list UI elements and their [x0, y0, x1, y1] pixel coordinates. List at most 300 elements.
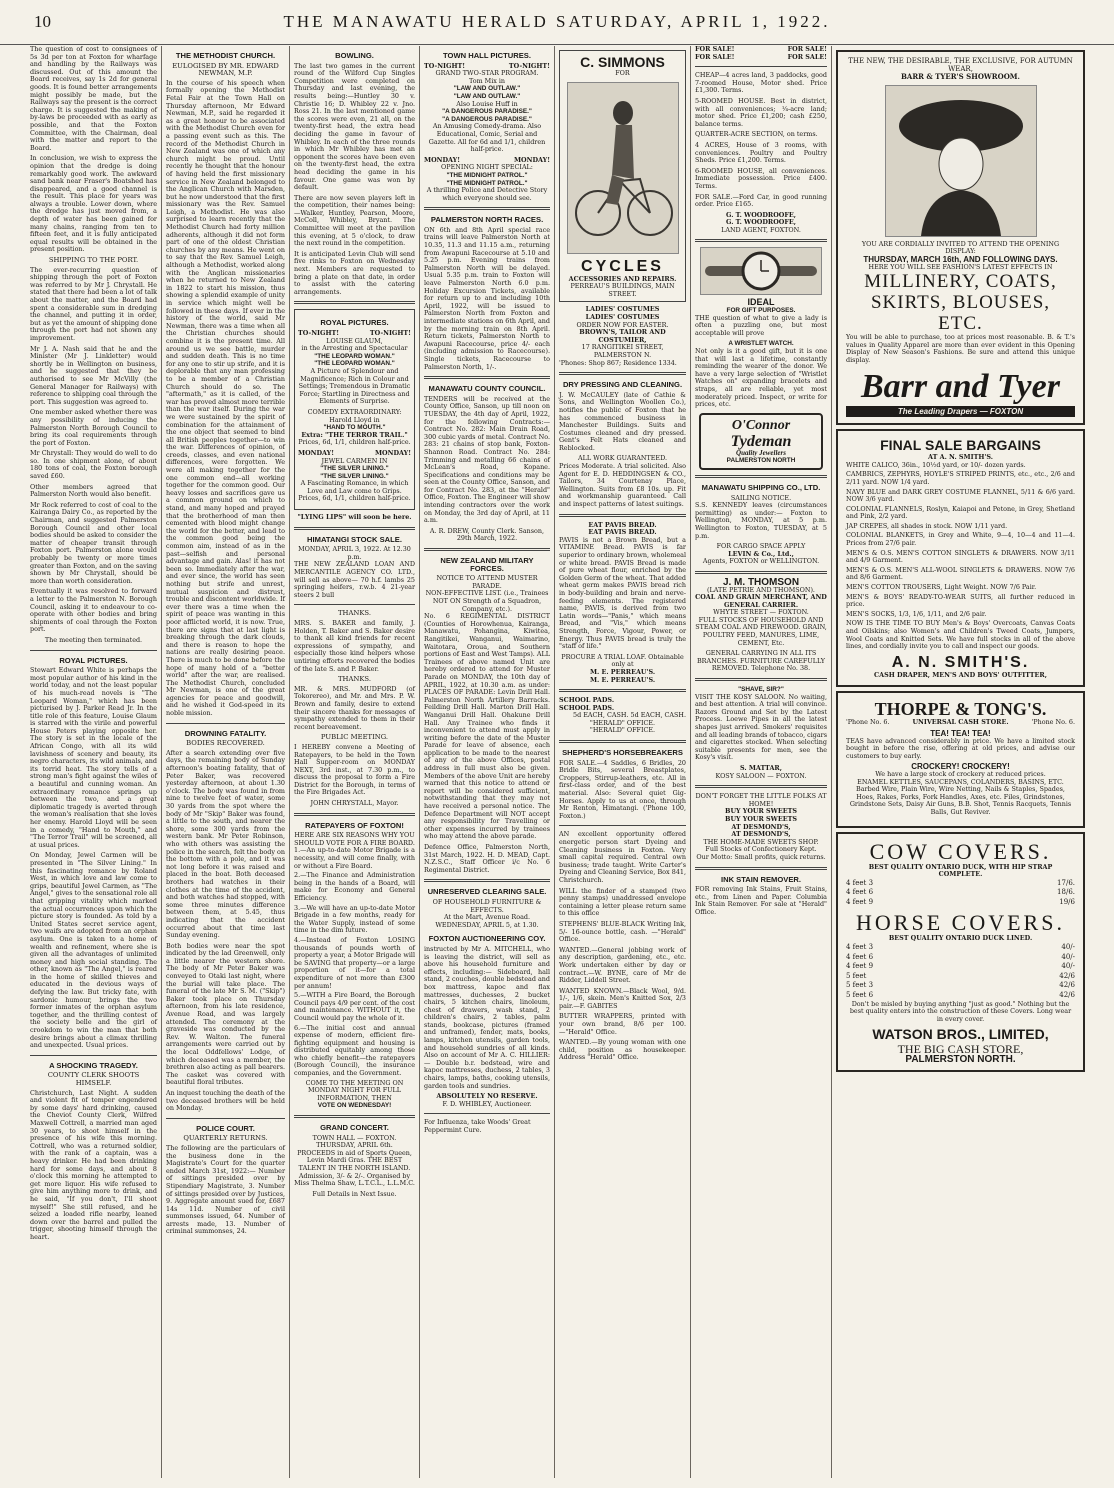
divider — [294, 813, 415, 816]
column-4 — [419, 46, 554, 1478]
table-cell: 4 feet 3 — [846, 943, 874, 952]
ad-text: FOR GIFT PURPOSES. — [726, 307, 796, 315]
divider — [695, 66, 827, 67]
divider — [695, 571, 827, 574]
column-5 — [554, 46, 690, 1478]
ad-row — [846, 719, 1075, 727]
divider — [559, 372, 686, 375]
logo-text: O'Connor — [731, 417, 791, 433]
subheading: EULOGISED BY MR. EDWARD NEWMAN, M.P. — [172, 61, 279, 78]
table-cell: 40/- — [1061, 952, 1075, 961]
divider — [695, 678, 827, 681]
ad-text: Not only is it a good gift, but it is one that will last a lifetime, constantly reminding the wearer of the donor. We have a very large selection of "Wristlet Watches on" expanding bracelets and straps, all are reliable, yet most moderately priced. Inspect, or write for prices, etc. — [695, 347, 827, 409]
ad-text: S. MATTAR, — [740, 763, 782, 772]
table-row — [846, 879, 1075, 889]
ad-barr-tyer — [836, 50, 1085, 425]
article-text: It is anticipated Levin Club will send five rinks to Foxton on Wednesday next. Members are requested to bring a plate on that date, in order to assist with the catering arrangements. — [294, 249, 415, 296]
ad-text: TO-NIGHT! — [424, 61, 466, 70]
ad-text: GRAND TWO-STAR PROGRAM. — [435, 69, 539, 78]
ad-text: instructed by Mr A. MITCHELL, who is leaving the district, will sell as above his household furniture and effects, including:— Sideboard, hall stand, 2 couches, double bedstead and box mattress, kapoc and flax mattresses, duchesses, 2 bucket chairs, 5 kitchen chairs, linoleum, chest of drawers, wash stand, 2 children's chairs, 2 tables, palm stands, bookcase, pictures (framed and unframed), fender, mats, books, lamps, kitchen utensils, garden tools, and household sundries of all kinds. Also on account of Mr A. C. HILLIER:— Double b.r. bedstead, wire and kapoc mattresses, duchess, 2 tables, 3 chairs, lamps, baths, cooking utensils, garden tools and sundries. — [424, 944, 550, 1090]
ad-text: 5-ROOMED HOUSE. Best in district, with all conveniences; ¼-acre land; motor shed. Price £1,200; cash £250, balance terms. — [695, 96, 827, 128]
subheading: PUBLIC MEETING. — [320, 733, 389, 742]
ad-text: Tom Mix in — [468, 76, 506, 85]
ad-title: A. N. SMITH'S. — [891, 653, 1030, 671]
table-cell: 5 feet — [846, 971, 867, 980]
ad-text: CHEAP—4 acres land, 3 paddocks, good 7-roomed House, Motor shed. Price £1,300. Terms. — [695, 71, 827, 95]
divider — [294, 604, 415, 605]
ad-text: MONDAY, APRIL 3, 1922. At 12.30 p.m. — [298, 545, 411, 561]
article-text: The meeting then terminated. — [44, 635, 143, 644]
article-text: Stewart Edward White is perhaps the most popular author of his kind in the world today, and not the least popular of his much-read novels is "The Leopard Woman," which has been picturised by J. Parker Read Jr. In the title role of this feature, Louise Glaum is starred with the virile and powerful House Peters playing opposite her. The story is set in the locale of the African Congo, with all its wild lavishness of scenery and beauty, its negro characters, its wild animals, and its torrid heat. The story tells of a strong man's fight against the wiles of a beautiful and cunning woman. An extraordinary romance springs up between the two, and a great diplomatic tragedy is averted through the woman's realisation that she loves her enemy. Harold Lloyd will be seen in a comedy, "Hand to Mouth," and "The Terror Trail" will be screened, all at usual prices. — [30, 666, 157, 849]
divider — [695, 785, 827, 788]
table-row — [846, 898, 1075, 908]
article-text: Mr J. A. Nash said that he and the Minister (Mr J. Linkletter) would shortly be in Wellington on business, and he suggested that they be authorised to see Mr McVilly (the General Manager for Railways) with reference to shipping coal through the port. This suggestion was agreed to. — [30, 344, 157, 406]
ad-text: A Fascinating Romance, in which Love and Law come to Grips. Prices, 6d, 1/1, children half-price. — [298, 479, 411, 503]
subheading: SHIPPING TO THE PORT. — [48, 256, 139, 265]
ad-text: MR. & MRS. MUDFORD (of Tokorereo), and Mr. and Mrs. P. W. Brown and family, desire to extend their sincere thanks for messages of sympathy extended to them in their recent bereavement. — [294, 684, 415, 731]
ad-text: THE question of what to give a lady is often a puzzling one, but most acceptable will prove — [695, 313, 827, 337]
ad-text: Extra: "THE TERROR TRAIL." — [301, 430, 408, 439]
ad-text: CASH DRAPER, MEN'S AND BOYS' OUTFITTER, — [874, 670, 1047, 679]
subheading: BODIES RECOVERED. — [186, 739, 265, 748]
list-item: 2.—The Finance and Administration being in the hands of a Board, will make for Economy and General Efficiency. — [294, 871, 415, 902]
masthead — [0, 0, 1114, 45]
ad-royal-pictures — [294, 309, 415, 510]
list-item: 4.—Instead of Foxton LOSING thousands of pounds worth of property a year, a Motor Brigade will be SAVING that property—or a large proportion of it—for a total expenditure of not more than £300 per annum! — [294, 935, 415, 990]
headline: MANAWATU COUNTY COUNCIL. — [428, 384, 546, 394]
ad-text: HERE YOU WILL SEE FASHION'S LATEST EFFECTS IN — [868, 262, 1053, 271]
headline: THE METHODIST CHURCH. — [175, 51, 276, 60]
cyclist-illustration — [567, 82, 679, 254]
ad-text: "LYING LIPS" will soon be here. — [297, 513, 412, 522]
ad-text: ON 6th and 8th April special race trains will leave Palmerston North at 10.35, 11.3 and 11.15 a.m., returning from Awapuni Racecourse at 5.10 and 5.25 p.m. Evening trains from Palmerston North will be delayed. Usual 5.35 p.m. train to Foxton will leave Palmerston North 6.0 p.m. Holiday Excursion Tickets, available for return up to and including 10th April, 1922, will be issued to Palmerston North from Foxton and intermediate stations on 6th April, and by the morning train on 8th April. Return tickets, Palmerston North to Awapuni Racecourse, price 4/- each (including admission to Racecourse). Single tickets, Racecourse to Palmerston North, 1/-. — [424, 225, 550, 371]
table-cell: 18/6. — [1057, 888, 1075, 897]
ad-text: OF HOUSEHOLD FURNITURE & EFFECTS. — [432, 897, 542, 914]
ad-text: "HERALD" OFFICE. — [589, 718, 656, 727]
ad-text: Agents, FOXTON or WELLINGTON. — [702, 557, 820, 566]
table-row — [846, 953, 1075, 963]
ad-text: No. 6 REGIMENTAL DISTRICT (Counties of Horowhenua, Kairanga, Manawatu, Pohangina, Kiwitea, Rangitikei, Wanganui, Waimarino, Waitotara, Oroua, and Southern portions of East and West Tamps). ALL Trainees of above named Unit are hereby ordered to attend for Muster Parade on MONDAY, the 10th day of APRIL, 1922, at 10.30 a.m. as under: PLACES OF PARADE: Levin Drill Hall. Palmerston North Artillery Barracks. Feilding Drill Hall. Marton Drill Hall. Wanganui Drill Hall. Ohakune Drill Hall. Any Trainee who finds it inconvenient to attend must apply in writing before the date of the Muster Parade for leave of absence, each application to be made to the nearest of any of the above Offices, postal address in full must also be given. Members of the above Unit are hereby warned that this notice to attend or report will be considered sufficient, notwithstanding that they may not have received a personal notice. The Defence Department will NOT accept any responsibility for Travelling or other expenses incurred by trainees who may attend the above parade. — [424, 612, 550, 841]
ad-text: F. D. WHIBLEY, Auctioneer. — [442, 1099, 532, 1108]
ad-text: M. E. PERREAU'S. — [589, 667, 656, 676]
article-text: One member asked whether there was any possibility of inducing the Palmerston North Borough Council to bring its coal requirements through the port of Foxton. — [30, 408, 157, 447]
ad-text: FOR CARGO SPACE APPLY — [716, 542, 806, 551]
ad-text: THE NEW, THE DESIRABLE, THE EXCLUSIVE, FOR AUTUMN WEAR, — [848, 57, 1073, 73]
headline: FOXTON AUCTIONEERING COY. — [428, 934, 546, 944]
table-cell: 19/6 — [1059, 897, 1075, 906]
divider — [30, 650, 157, 651]
divider — [424, 548, 550, 551]
ad-text: 17 RANGITIKEI STREET, PALMERSTON N. — [581, 343, 664, 359]
ad-text: A thrilling Police and Detective Story which everyone should see. — [426, 186, 548, 202]
ad-text: FOR SALE! — [695, 52, 735, 61]
logo-text: PALMERSTON NORTH — [726, 457, 796, 465]
headline: GRAND CONCERT. — [320, 1123, 389, 1133]
ad-text: COME TO THE MEETING ON MONDAY NIGHT FOR FULL INFORMATION, THEN — [305, 1078, 404, 1102]
ad-text: TO-NIGHT! — [369, 329, 411, 337]
divider — [559, 825, 686, 826]
table-row — [846, 962, 1075, 972]
logo-text: Tydeman — [730, 432, 792, 450]
ad-text: YOU ARE CORDIALLY INVITED TO ATTEND THE OPENING DISPLAY: — [861, 239, 1060, 256]
ad-simmons — [559, 50, 686, 302]
ad-text: "THE LEOPARD WOMAN." — [314, 360, 395, 368]
ad-text: JEWEL CARMEN IN — [321, 456, 388, 465]
barr-tyer-logo: Barr and Tyer — [861, 367, 1060, 405]
ad-text: THE HOME-MADE SWEETS SHOP. — [703, 837, 819, 846]
list-item: NAVY BLUE and DARK GREY COSTUME FLANNEL, 5/11 & 6/6 yard. NOW 3/6 yard. — [846, 487, 1075, 504]
ad-tagline: The Leading Drapers — FOXTON — [846, 406, 1075, 418]
ad-text: MONDAY! — [424, 155, 461, 164]
ad-final-sale — [836, 429, 1085, 687]
ad-text: UNIVERSAL CASH STORE. — [912, 718, 1009, 727]
ad-text: Our Motto: Small profits, quick returns. — [696, 852, 826, 861]
headline: HIMATANGI STOCK SALE. — [307, 534, 402, 544]
ad-text: ALL WORK GUARANTEED. — [577, 454, 667, 463]
ad-text: BARR & TYER'S SHOWROOM. — [901, 72, 1020, 82]
divider — [166, 723, 285, 724]
ad-text: TENDERS will be received at the County Office, Sanson, up till noon on TUESDAY, the 4th day of April, 1922, for the following Contracts:— Contract No. 282: Main Drain Road, 300 cubic yards of metal. Contract No. 283: 21 chains of stop bank, Foxton-Shannon Road. Contract No. 284: Trimming and metalling 66 chains of McLean's Road, Kopane. Specifications and conditions may be seen at the County Office, Sanson, and for Contract No. 283, at the "Herald" Office, Foxton. The Engineer will show intending contractors over the work on Monday, the 3rd day of April, at 11 a.m. — [424, 394, 550, 525]
ad-text: MONDAY! — [298, 448, 335, 457]
article-text: The last two games in the current round of the Wilford Cup Singles Competition were completed on Thursday and last evening, the results being:—Huntley 30 v. Christie 16; D. Whibley 22 v. Jno. Ross 21. In the last mentioned game the scores were even, 21 all, on the twenty-first head, the extra head deciding the game in favour of Whibley. In each of the three rounds in which Mr Whibley has met an opponent the scores have been even on the twenty-first head, the extra head deciding the game in his favour. One game was won by default. — [294, 61, 415, 192]
table-row — [846, 981, 1075, 991]
ad-text: PROCURE A TRIAL LOAF. Obtainable only at — [561, 652, 684, 669]
ad-text: A WRISTLET WATCH. — [728, 340, 794, 348]
ad-text: NON-EFFECTIVE LIST. (i.e., Trainees NOT ON Strength of a Squadron, Company, etc.). — [425, 589, 549, 613]
ad-text: WANTED KNOWN.—Black Wool, 9/d. 1/-, 1/6, skein. Men's Knitted Sox, 2/3 pair.—F. GABITES — [559, 986, 686, 1010]
list-item: 6.—The initial cost and annual expense of modern, efficient fire-fighting equipment and housing is distributed equitably among those who chiefly benefit—the ratepayers (Borough Council), the insurance companies, and the Government. — [294, 1023, 415, 1078]
sale-list — [846, 462, 1075, 651]
ad-text: FOR — [615, 69, 630, 77]
ad-text: G. T. WOODROOFE, — [726, 218, 796, 227]
ad-text: WANTED.—By young woman with one child, position as housekeeper. Address "Herald" Office. — [559, 1038, 686, 1062]
headline: UNRESERVED CLEARING SALE. — [427, 887, 547, 897]
ad-text: VISIT THE KOSY SALOON. No waiting, and best attention. A trial will convince. Razors Ground and Set by the Latest Process. Loewe Pipes in all the latest shapes just arrived. Smokers' requisites and all leading brands of tobacco, cigars and cigarettes stocked. When selecting suitable presents for men, see the Kosy's visit. — [695, 692, 827, 762]
ad-title: FINAL SALE BARGAINS — [880, 437, 1041, 454]
headline: A SHOCKING TRAGEDY. — [49, 1060, 138, 1070]
table-cell: 4 feet 6 — [846, 888, 874, 897]
table-cell: 17/6. — [1057, 878, 1075, 887]
ad-text: Prices, 6d, 1/1, children half-price. — [298, 438, 411, 447]
ad-text: Full Details in Next Issue. — [312, 1189, 397, 1198]
table-cell: 42/6 — [1059, 981, 1075, 990]
headline: MANAWATU SHIPPING CO., LTD. — [701, 482, 821, 492]
ad-title: "SHAVE, SIR?" — [738, 686, 784, 694]
list-item: JAP CREPES, all shades in stock. NOW 1/11 yard. — [846, 521, 1008, 530]
lady-hat-illustration — [885, 85, 1037, 237]
ad-text: GENERAL CARRYING IN ALL ITS BRANCHES. FURNITURE CAREFULLY REMOVED. Telephone No. 38. — [696, 649, 826, 673]
divider — [166, 1118, 285, 1119]
ad-text: G. T. WOODROOFE, — [726, 210, 796, 219]
ad-text: MRS. S. BAKER and family, J. Holden, T. Baker and S. Baker desire to thank all kind friends for recent expressions of sympathy, and especially those kind helpers whose untiring efforts recovered the bodies of the late S. and P. Baker. — [294, 619, 415, 673]
table-cell: 4 feet 3 — [846, 878, 874, 887]
headline: ROYAL PICTURES. — [59, 655, 128, 665]
ad-text: CROCKERY! CROCKERY! — [911, 762, 1010, 772]
ad-text: TO-NIGHT! — [298, 329, 340, 337]
column-6 — [690, 46, 831, 1478]
headline: DRY PRESSING AND CLEANING. — [562, 380, 683, 390]
ad-title: CYCLES — [581, 257, 664, 275]
article-text: In conclusion, we wish to express the opinion that the dredge is doing remarkably good work. The awkward sand bank near Fraser's Boatshed has disappeared, and a good channel is the result. This place for years was always a trouble. Lower down, where the dredge has just moved from, a depth of water has been gained for many chains, ranging from ten to fifteen feet, and it is fully anticipated equal results will be obtained in the present position. — [30, 154, 157, 254]
wristlet-watch-illustration — [700, 247, 822, 295]
divider — [559, 689, 686, 692]
table-cell: 40/- — [1061, 943, 1075, 952]
ad-text: J. W. McCAULEY (late of Cathie & Sons, and Wellington Woollen Co.), notifies the public of Foxton that he has commenced business in Manchester Buildings. Suits and Costumes cleaned and dry pressed. Gent's Felt Hats cleaned and Reblocked. — [559, 390, 686, 452]
ad-text: VOTE ON WEDNESDAY! — [317, 1102, 392, 1110]
table-cell: 4 feet 6 — [846, 952, 874, 961]
ad-text: PROCEEDS in aid of Sports Queen, Levin Mardi Gras. THE BEST TALENT IN THE NORTH ISLAND. Admission, 3/- & 2/-. Organised by Miss Thelma Shaw, L.T.C.L., L.L.M.C. — [294, 1148, 415, 1188]
column-3 — [289, 46, 419, 1478]
list-item: MEN'S & BOYS' READY-TO-WEAR SUITS, all further reduced in price. — [846, 592, 1075, 609]
ad-title: MILLINERY, COATS, — [864, 271, 1057, 293]
ad-text: I HEREBY convene a Meeting of Ratepayers, to be held in the Town Hall Supper-room on MONDAY NEXT, 3rd inst., at 7.30 p.m., to discuss the proposal to form a Fire District for the Borough, in terms of the Fire Brigades Act. — [294, 742, 415, 797]
ad-title: SKIRTS, BLOUSES, ETC. — [870, 292, 1051, 335]
ad-text: SAILING NOTICE. — [730, 493, 792, 502]
table-cell: 42/6 — [1059, 991, 1075, 1000]
article-text: An inquest touching the death of the two deceased brothers will be held on Monday. — [166, 1088, 285, 1113]
column-7 — [831, 46, 1089, 1478]
ad-text: "THE SILVER LINING." — [320, 465, 389, 473]
divider — [424, 879, 550, 882]
list-item: MEN'S & O.S. MEN'S COTTON SINGLETS & DRAWERS. NOW 3/11 and 4/9 Garment. — [846, 548, 1075, 565]
article-text: Mr Chrystall: They would do well to do so. In one shipment alone, of about 180 tons of coal, the Foxton borough saved £60. — [30, 449, 157, 481]
ad-title: THORPE & TONG'S. — [874, 699, 1047, 720]
ad-text: PAVIS is not a Brown Bread, but a VITAMINE Bread. PAVIS is far superior to ordinary brown, wholemeal or white bread. PAVIS Bread is made of pure wheat flour, enriched by the Golden Germ of the wheat. That added wheat germ makes PAVIS bread rich in body-building and brain and nerve-feeding elements. The registered name, PAVIS, is derived from two Latin words—"Panis," which means Bread, and "Vis," which means Strength, Force, Vigour, Power, or Energy. Thus PAVIS bread is truly the "staff of life." — [559, 535, 687, 651]
ad-text: MONDAY! — [513, 155, 550, 164]
ad-text: 6-ROOMED HOUSE, all conveniences. Immediate possession. Price £400. Terms. — [695, 166, 827, 190]
ad-text: You will be able to purchase, too at prices most reasonable. B. & T.'s values in Quality Apparel are more than ever evident in this Opening Display of New Season's Fashions. Be sure and attend this unique display. — [846, 333, 1075, 364]
ad-text: COMEDY EXTRAORDINARY: Harold Lloyd in — [307, 407, 402, 424]
ad-text: QUARTER-ACRE SECTION, on terms. — [695, 130, 818, 139]
ad-text: BUY YOUR SWEETS — [725, 814, 797, 823]
headline: TOWN HALL PICTURES. — [443, 51, 531, 60]
ad-text: THE BIG CASH STORE, — [897, 1042, 1024, 1057]
oconnor-tydeman-logo — [699, 413, 823, 470]
ad-text: ABSOLUTELY NO RESERVE. — [436, 1092, 538, 1101]
ad-text: FOR SALE! — [787, 46, 827, 53]
ad-text: KOSY SALOON — FOXTON. — [715, 771, 807, 780]
divider — [424, 1113, 550, 1114]
masthead-title: THE MANAWATU HERALD SATURDAY, APRIL 1, 1922. — [283, 12, 831, 31]
ad-text: ACCESSORIES AND REPAIRS. — [568, 274, 677, 283]
ad-text: ORDER NOW FOR EASTER. — [576, 320, 669, 329]
article-text: On Monday, Jewel Carmen will be presented in "The Silver Lining." In this fascinating romance by Roland West, in which love and law come to grips, beautiful Jewel Carmen, as "The Angel," gives to the sensational role all that gripping vitality which marked the actual occurrences upon which the picture story is founded. As told by a United States secret service agent, two waifs are adopted from an orphan asylum. One is taken to a home of wealth and refinement, where she is given all the advantages of unlimited money and high social standing. The other, known as "The Angel," is reared in the home of skilled thieves and educated in the devious ways of defying the law. But tricky fate, with sardonic humour, brings the two former inmates of the orphan asylum together, and the thrilling contest of the society belle and the girl of crookdom to win the man that both desire brings about a climax thrilling and unexpected. Usual prices. — [30, 851, 157, 1050]
ad-text: WANTED.—General jobbing work of any description, gardening, etc., etc. Work undertaken either by day or contract.—W. BYNE, care of Mr de Ridder, Liddell Street. — [559, 945, 686, 985]
divider — [559, 740, 686, 743]
table-row — [846, 972, 1075, 982]
ad-text: TOWN HALL — FOXTON. THURSDAY, APRIL 6th. — [312, 1133, 397, 1150]
headline: BOWLING. — [335, 51, 374, 60]
ad-text: BUTTER WRAPPERS, printed with your own brand, 8/6 per 100. —"Herald" Office. — [559, 1012, 686, 1036]
ad-text: FOR removing Ink Stains, Fruit Stains, etc., from Linen and Paper. Columbia Ink Stain Remover. For sale at "Herald" Office. — [695, 885, 827, 916]
ad-title: WATSON BROS., LIMITED, — [872, 1026, 1049, 1043]
ad-text: "THE MIDNIGHT PATROL." — [446, 171, 528, 179]
article-text: Christchurch, Last Night. A sudden and violent fit of temper engendered by some days' hard drinking, caused the Cheviot County Clerk, Wilfred Maxwell Cottrell, a married man aged 30 years, to shoot himself in the presence of his wife this morning. Cottrell, who was a returned soldier, with the rank of a captain, was a heavy drinker. He had been drinking hard for some days, and about 8 o'clock this morning he attempted to get more liquor. His wife refused to give him anything more to drink, and he said, "If you don't, I'll shoot myself!" She still refused, and he seized a loaded rifle nearby, leaned down over the barrel and pulled the trigger, shooting himself through the heart. — [30, 1088, 157, 1241]
ad-text: "A DANGEROUS PARADISE." — [442, 108, 532, 116]
divider — [294, 301, 415, 304]
ad-text: For Influenza, take Woods' Great Peppermint Cure. — [424, 1118, 531, 1134]
ad-title: ROYAL PICTURES. — [320, 318, 389, 328]
ad-text: S.S. KENNEDY leaves (circumstances permitting) as under:— Foxton to Wellington, MONDAY, at 5 p.m. Wellington to Foxton, TUESDAY, at 5 p.m. — [695, 501, 827, 540]
ad-text: 5d EACH, CASH. 5d EACH, CASH. — [573, 711, 686, 720]
ad-text: Barbed Wire, Plain Wire, Wire Netting, Nails & Staples, Spades, Hoes, Rakes, Forks, Fork Handles, Axes, etc. Files, Grindstones, Grindstone Sets, Daisy Air Guns, B.B. Shot, Tennis Racquets, Tennis Balls, Gut Reviver. — [849, 785, 1072, 816]
ad-text: A Picture of Splendour and Magnificence; Rich in Colour and Settings; Tremendous in Dramatic Force; Startling in Directness and Elements of Surprise. — [298, 366, 411, 406]
ad-text: SCHOOL PADS. — [559, 703, 615, 712]
column-1 — [26, 46, 161, 1478]
ad-text: "HERALD" OFFICE. — [589, 726, 656, 735]
ad-watson-bros — [836, 832, 1085, 1073]
ad-text: Defence Office, Palmerston North, 31st March, 1922. H. D. MEAD, Capt. N.Z.S.C., Staff Officer i/c No. 6 Regimental District. — [424, 843, 550, 874]
ad-text: THURSDAY, MARCH 16th, AND FOLLOWING DAYS. — [863, 254, 1058, 264]
headline: SHEPHERD'S HORSEBREAKERS — [562, 748, 683, 758]
ad-text: 'Phone No. 6. — [1031, 718, 1075, 727]
ad-text: COAL AND GRAIN MERCHANT, AND GENERAL CARRIER. — [695, 593, 827, 609]
article-text: The following are the particulars of the business done in the Magistrate's Court for the quarter ended March 31st, 1922:— Number of sittings presided over by Stipendiary Magistrate, 3. Number of sittings presided over by Justices, 9. Aggregate amount sued for, £687 14s 11d. Number of civil summonses issued, 64. Number of arrests made, 13. Number of criminal summonses, 24. — [166, 1143, 285, 1236]
ad-text: "THE LEOPARD WOMAN." — [314, 352, 395, 360]
list-item: WHITE CALICO, 36in., 10½d yard, or 10/- dozen yards. — [846, 460, 1026, 469]
headline: RATEPAYERS OF FOXTON! — [305, 820, 404, 830]
list-item: MEN'S COTTON TROUSERS, Light Weight. NOW 7/6 Pair. — [846, 583, 1037, 592]
ad-title: COW COVERS. — [869, 838, 1052, 864]
list-item: 3.—We will have an up-to-date Motor Brigade in a few months, ready for the Water Supply, instead of some time in the dim future. — [294, 903, 415, 935]
subheading: QUARTERLY RETURNS. — [183, 1134, 268, 1143]
ad-text: ENAMEL KETTLES, SAUCEPANS, COLANDERS, BASINS, ETC. — [857, 777, 1064, 786]
subheading: THANKS. — [338, 609, 371, 618]
ad-text: EAT PAVIS BREAD. — [588, 520, 657, 529]
ad-text: AT DESMOND'S, — [731, 822, 791, 831]
ad-text: LADIES' COSTUMES — [585, 312, 660, 321]
table-cell: 42/6 — [1059, 971, 1075, 980]
ad-text: WHYTE STREET — FOXTON. — [713, 608, 809, 617]
list-item: MEN'S & O.S. MEN'S ALL-WOOL SINGLETS & DRAWERS. NOW 7/6 and 8/6 Garment. — [846, 565, 1075, 582]
article-text: Other members agreed that Palmerston North would also benefit. — [30, 482, 157, 499]
article-text: Eventually it was resolved to forward a letter to the Palmerston N. Borough Council, asking it to endeavour to co-operate with other bodies and bring shipments of coal through the Foxton port. — [30, 587, 157, 634]
table-cell: 4 feet 9 — [846, 962, 874, 971]
ad-text: LOUISE GLAUM, — [326, 336, 383, 345]
ad-title: J. M. THOMSON — [722, 576, 800, 588]
ad-text: BUY YOUR SWEETS — [725, 807, 797, 816]
ad-text: Full Stocks of Confectionery Kept. — [705, 845, 817, 854]
ad-title: C. SIMMONS — [580, 54, 665, 70]
headline: DROWNING FATALITY. — [184, 728, 267, 738]
ad-text: TEAS have advanced considerably in price. We have a limited stock bought in before the rise, offering at old prices, and advise our customers to buy early. — [846, 736, 1075, 760]
table-row — [846, 888, 1075, 898]
ad-text: HERE ARE SIX REASONS WHY YOU SHOULD VOTE FOR A FIRE BOARD. — [294, 831, 415, 847]
ad-text: Don't be misled by buying anything "just as good." Nothing but the best quality enters into the construction of these Covers. Long wear in every cover. — [849, 999, 1072, 1023]
ad-thorpe-tong — [836, 691, 1085, 827]
ad-text: AN excellent opportunity offered energetic person start Dyeing and Cleaning business in Foxton. Very small capital required. Central own business; trade taught. Write Carter's Dyeing and Cleaning Service, Box 841, Christchurch. — [559, 830, 686, 884]
ad-text: TO-NIGHT! — [508, 61, 550, 70]
headline: PALMERSTON NORTH RACES. — [430, 215, 544, 225]
ad-text: EAT PAVIS BREAD. — [588, 528, 657, 537]
cow-covers-table — [846, 879, 1075, 908]
horse-covers-table — [846, 943, 1075, 1001]
article-text: The ever-recurring question of shipping through the port of Foxton was referred to by Mr J. Chrystall. He stated that there had been a lot of talk about the matter, and the Board had spent a considerable sum in dredging the channel, and putting it in order, but as yet the amount of shipping done through the port had not shown any improvement. — [30, 265, 157, 342]
table-cell: 5 feet 3 — [846, 981, 874, 990]
ad-text: BEST QUALITY ONTARIO DUCK LINED. — [888, 934, 1033, 943]
article-text: The question of cost to consignees of 5s 3d per ton at Foxton for wharfage and handling by the Railways was discussed. Out of this amount the Board receives, say 1s 2d for general goods. It is found better arrangements might possibly be made, but the Railways say the present is the correct charge. It is suggested the making of by-laws be proceeded with as early as possible, and that the Foxton Committee, with the Chairman, deal with the matter and report to the Board. — [30, 46, 157, 152]
ad-text: "LAW AND OUTLAW." — [453, 92, 521, 100]
headline: INK STAIN REMOVER. — [720, 874, 802, 884]
article-text: After a search extending over five days, the remaining body of Sunday afternoon's boating fatality, that of Peter Baker, was recovered yesterday afternoon, at about 1.30 o'clock. The body was found in from nine to twelve feet of water, some 30 yards from the spot where the body of Mr "Skip" Baker was found, a little to the south, and nearer the shore, some 300 yards from the western bank. Mr Peter Robinson, who with others was assisting the police in the search, felt the body on the bottom with a pole, and it was not long before it was raised and placed in the boat. Both deceased brothers had watches in their clothes at the time of the accident, and both watches had stopped, with some three minutes difference between them, at 5.45, thus indicating that the accident occurred about that time last Sunday evening. — [166, 748, 285, 940]
ad-text: PERREAU'S BUILDINGS, MAIN STREET. — [570, 282, 675, 298]
ad-text: FOR SALE! — [787, 52, 827, 61]
ad-text: SCHOOL PADS. — [559, 696, 615, 705]
article-text: Mr Rock referred to cost of coal to the Kairanga Dairy Co., as reported by the Chairman, and suggested Palmerston Borough Council and other local bodies should be asked to consider the matter of cheaper transit through Foxton port. Palmerston alone would probably be twenty or more times greater than Foxton, and on the saving shown by Mr Chrystall, should be more than worth consideration. — [30, 500, 157, 585]
divider — [424, 376, 550, 379]
ad-text: AT DESMOND'S, — [731, 830, 791, 839]
divider — [695, 867, 827, 870]
table-cell: 40/- — [1061, 962, 1075, 971]
headline: POLICE COURT. — [196, 1123, 255, 1133]
ad-text: LADIES' COSTUMES — [585, 305, 660, 314]
table-cell: 4 feet 9 — [846, 897, 874, 906]
ad-text: M. E. PERREAU'S. — [589, 675, 656, 684]
divider — [294, 1115, 415, 1118]
list-item: NOW IS THE TIME TO BUY Men's & Boys' Overcoats, Canvas Coats and Oilskins; also Women's and Children's Tweed Coats, Jumpers, Wool Coats and Knitted Sets. We have full stocks in all of the above lines, and cordially invite you to call and inspect our goods. — [846, 619, 1075, 651]
subheading: THANKS. — [338, 675, 371, 684]
headline: NEW ZEALAND MILITARY FORCES. — [440, 556, 534, 573]
ad-text: (LATE PETRIE AND THOMSON). — [707, 585, 815, 594]
ad-text: At the Mart, Avenue Road. WEDNESDAY, APRIL 5, at 1.30. — [435, 913, 539, 929]
ad-text: "THE SILVER LINING." — [320, 472, 389, 480]
ad-text: TEA! TEA! TEA! — [930, 728, 991, 738]
page-number: 10 — [34, 12, 51, 31]
ad-text: 'Phones: Shop 867; Residence 1334. — [559, 358, 677, 367]
ad-row — [695, 54, 827, 62]
divider — [695, 475, 827, 478]
ad-text: "A DANGEROUS PARADISE." — [442, 115, 532, 123]
divider — [424, 207, 550, 210]
list-item: 1.—An up-to-date Motor Brigade is a necessity, and will come finally, with or without a Fire Board. — [294, 846, 415, 870]
ad-text: An Amusing Comedy-drama. Also Educational, Comic, Serial and Gazette. All for 6d and 1/1, children half-price. — [428, 122, 546, 154]
ad-text: WILL the finder of a stamped (two penny stamps) unaddressed envelope containing a letter please return same to this office — [559, 886, 686, 918]
ad-text: 4 ACRES, House of 3 rooms, with conveniences. Poultry and Poultry Sheds. Price £1,200. Terms. — [695, 140, 827, 165]
divider — [695, 239, 827, 242]
ad-text: BROWN'S, TAILOR AND COSTUMIER, — [579, 328, 666, 344]
ad-text: FOR SALE! — [695, 46, 735, 53]
logo-text: Quality Jewellers — [736, 448, 786, 457]
ad-text: LAND AGENT, FOXTON. — [721, 225, 801, 234]
ad-text: THE NEW ZEALAND LOAN AND MERCANTILE AGENCY CO. LTD., will sell as above— 70 h.f. lambs 25 springing heifers, r.w.b. 4 21-year steers 2 bull — [294, 560, 415, 599]
ad-text: MONDAY! — [374, 448, 411, 457]
table-row — [846, 943, 1075, 953]
subheading: COUNTY CLERK SHOOTS HIMSELF. — [47, 1071, 140, 1087]
article-text: In the course of his speech when formally opening the Methodist Fetal Fair at the Town Hall on Thursday afternoon, Mr Edward Newman, M.P., said he regarded it as a great honour to be associated with the Methodist Church even for a passing event such as this. The record of the Methodist Church in New Zealand was one of which any church might be proud. Until recently he thought that the honour of having held the first missionary service in New Zealand belonged to the Anglican Church with Marsden, but he now understood that the first missionary was the Rev. Samuel Leigh, a Methodist. He was also surprised to learn recently that the Methodist Church had forty million adherents, although it did not form part of one of the oldest Christian churches by any means. He went on to say that the Rev. Samuel Leigh, although a Methodist, worked along with the Anglican missionaries when he returned to New Zealand in 1822 to start his mission, thus showing a splendid example of unity in service which might well be followed in these days. If ever in the history of the world, said Mr Newman, there was a time when all the Christian churches should combine it is the present time. All around us we see battle, murder and sudden death. This is no time for any one to stir up strife, and it is deplorable that any man professing to be a member of a Christian Church should do so. The "aftermath," as it is called, of the war has proved almost more terrible than the war itself. During the war we were sustained by the spirit of combination for the attainment of the one object that seemed to bind all British peoples together—to win the war. Differences of opinion, of creeds, classes, and even national differences, were forgotten. We were all making together for the one common end—all working together for the common good. Our heavy losses and sacrifices gave us a common ground on which to stand, and many hoped and prayed that the brotherhood of man then cemented with blood might change the world for the better, and lead to the common good being the common aim, instead of as in the past—selfish and personal advantage and gain. Alas! it has not been so. Immediately after the war, and ever since, the world has seen nothing but strife and unrest, mutual suspicion and distrust, trouble and discontent worldwide. If ever there was a time when the spirit of peace was wanting in this poor afflicted world, it is now. True, there are signs that at last light is breaking through the dark clouds, and there is reason to hope the nations are really desiring peace. There is much to be done before the hope of many hold of a "better world" after the war, are realised. The Methodist Church, concluded Mr Newman, is one of the great agencies for peace and goodwill, and he wished it God-speed in its noble mission. — [166, 78, 285, 718]
divider — [30, 1055, 157, 1056]
ad-text: A. R. DREW, County Clerk. Sanson, 29th March, 1922. — [429, 526, 545, 543]
ad-text: DON'T FORGET THE LITTLE FOLKS AT HOME! — [695, 792, 827, 808]
column-2 — [161, 46, 289, 1478]
list-item: 5.—WITH a Fire Board, the Borough Council pays 4/9 per cent. of the cost and maintenance. WITHOUT it, the Council would pay the whole of it. — [294, 991, 415, 1022]
ad-text: 'Phone No. 6. — [846, 718, 890, 727]
list-item: CAMBRICS, ZEPHYRS, HOYLE'S STRIPED PRINTS, etc., etc., 2/6 and 2/11 yard. NOW 1/4 yard. — [846, 470, 1075, 486]
ad-title: IDEAL — [747, 297, 775, 308]
ad-text: BEST QUALITY ONTARIO DUCK, WITH HIP STRAP COMPLETE. — [868, 862, 1053, 879]
ad-text: STEPHENS' BLUE-BLACK Writing Ink, 5/- 16-ounce bottle, cash. —"Herald" Office. — [559, 919, 686, 944]
list-item: COLONIAL BLANKETS, in Grey and White, 9—4, 10—4 and 11—4. Prices from 27/6 pair. — [846, 531, 1075, 548]
ad-text: Prices Moderate. A trial solicited. Also Agent for E. D. HEDDINGSEN & CO., Tailors, 34 Courtenay Place, Wellington. Suits from £8 10s. up. Fit and workmanship guaranteed. Call and inspect patterns of latest suitings. — [559, 462, 686, 509]
article-text: There are now seven players left in the competition, their names being:—Walker, Huntley, Pearson, Moore, McColl, Whibley, Bryant. The Committee will meet at the pavilion this evening, at 5 o'clock, to draw the next round in the competition. — [294, 193, 415, 248]
ad-text: "THE MIDNIGHT PATROL." — [446, 179, 528, 187]
ad-text: FULL STOCKS OF HOUSEHOLD AND STEAM COAL AND FIREWOOD. GRAIN, POULTRY FEED, MANURES, LIME, CEMENT, Etc. — [695, 615, 827, 647]
ad-text: FOR SALE.—Ford Car, in good running order. Price £165. — [695, 192, 827, 209]
ad-text: OPENING NIGHT SPECIAL: — [441, 163, 533, 172]
ad-text: "LAW AND OUTLAW." — [453, 85, 521, 93]
divider — [559, 514, 686, 517]
ad-text: in the Arresting and Spectacular — [301, 344, 408, 353]
ad-text: JOHN CHRYSTALL, Mayor. — [310, 799, 399, 808]
